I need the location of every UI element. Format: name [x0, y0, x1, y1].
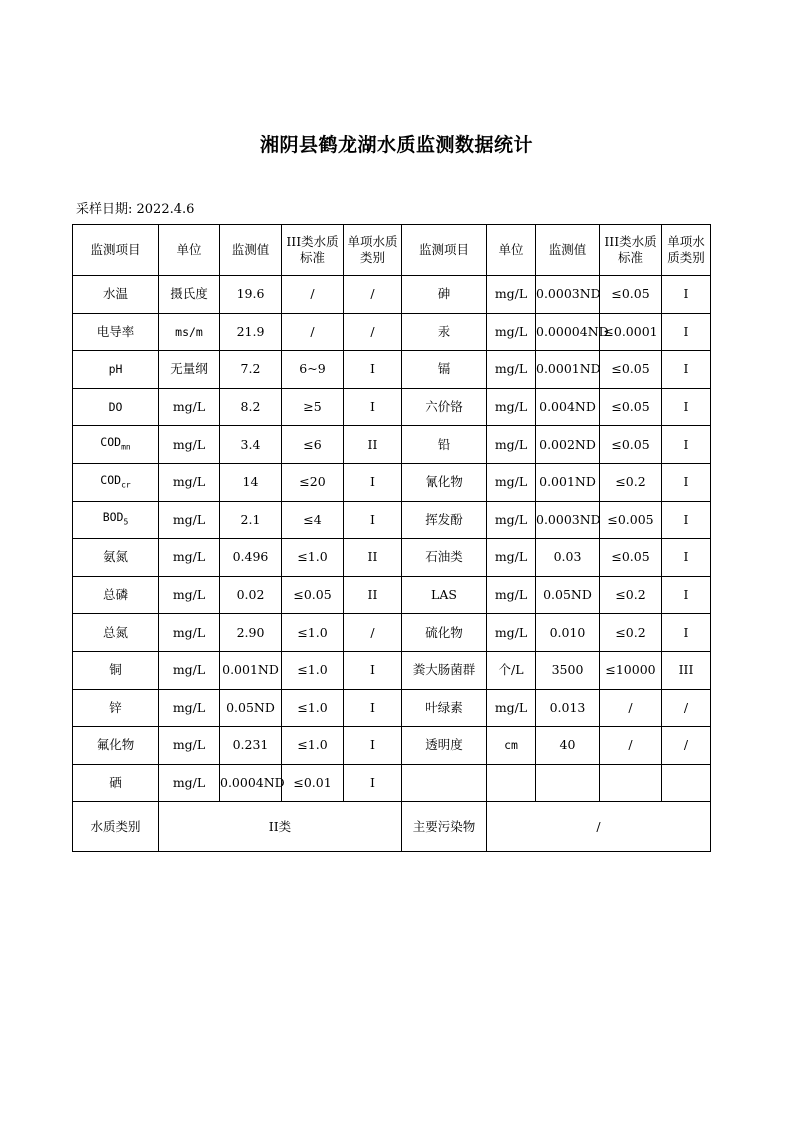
- table-row: [73, 576, 711, 614]
- left-item: [73, 463, 159, 501]
- left-item: [73, 764, 159, 802]
- table-row: [73, 539, 711, 577]
- right-standard: /: [600, 727, 662, 765]
- left-unit: mg/L: [159, 689, 220, 727]
- left-value: 0.496: [220, 539, 282, 577]
- item-name: COD: [100, 472, 122, 487]
- left-standard: 6~9: [282, 351, 344, 389]
- right-unit: mg/L: [487, 689, 536, 727]
- right-standard: ≤0.05: [600, 426, 662, 464]
- right-standard: /: [600, 689, 662, 727]
- left-standard: ≤1.0: [282, 539, 344, 577]
- left-value: 19.6: [220, 276, 282, 314]
- left-standard: ≤4: [282, 501, 344, 539]
- right-value: 0.004ND: [536, 388, 600, 426]
- right-class: /: [662, 727, 711, 765]
- right-standard: ≤0.05: [600, 539, 662, 577]
- right-standard: ≤0.05: [600, 276, 662, 314]
- right-item: 挥发酚: [402, 501, 487, 539]
- left-value: 0.001ND: [220, 651, 282, 689]
- item-name: BOD: [102, 510, 124, 525]
- left-standard: ≥5: [282, 388, 344, 426]
- table-row: [73, 689, 711, 727]
- right-unit: mg/L: [487, 463, 536, 501]
- item-name: 总磷: [102, 587, 128, 603]
- left-class: /: [344, 614, 402, 652]
- right-unit: mg/L: [487, 501, 536, 539]
- right-unit: mg/L: [487, 576, 536, 614]
- left-value: 3.4: [220, 426, 282, 464]
- right-value: 0.0001ND: [536, 351, 600, 389]
- right-value: 0.0003ND: [536, 276, 600, 314]
- right-value: 0.001ND: [536, 463, 600, 501]
- right-item: 六价铬: [402, 388, 487, 426]
- right-value: 0.00004ND: [536, 313, 600, 351]
- right-standard: ≤0.2: [600, 576, 662, 614]
- left-item: [73, 388, 159, 426]
- left-unit: mg/L: [159, 539, 220, 577]
- left-class: II: [344, 576, 402, 614]
- left-item: [73, 651, 159, 689]
- left-class: I: [344, 501, 402, 539]
- left-item: [73, 576, 159, 614]
- item-name: 硒: [109, 775, 122, 791]
- right-item: 石油类: [402, 539, 487, 577]
- left-standard: ≤1.0: [282, 727, 344, 765]
- page-title: 湘阴县鹤龙湖水质监测数据统计: [259, 134, 533, 156]
- right-class: /: [662, 689, 711, 727]
- right-unit: [487, 764, 536, 802]
- table-row: [73, 651, 711, 689]
- left-standard: ≤0.05: [282, 576, 344, 614]
- left-value: 0.02: [220, 576, 282, 614]
- right-class: I: [662, 576, 711, 614]
- right-class: I: [662, 614, 711, 652]
- right-value: 0.002ND: [536, 426, 600, 464]
- right-unit: cm: [487, 727, 536, 765]
- right-value: 40: [536, 727, 600, 765]
- right-class: III: [662, 651, 711, 689]
- left-unit: mg/L: [159, 501, 220, 539]
- summary-row: [73, 802, 711, 852]
- right-value: 0.013: [536, 689, 600, 727]
- water-quality-table: [72, 224, 711, 852]
- right-standard: ≤0.2: [600, 463, 662, 501]
- header-value: 监测值: [220, 225, 282, 276]
- right-item: 硫化物: [402, 614, 487, 652]
- header-class: 单项水质类别: [662, 225, 711, 276]
- right-value: 0.05ND: [536, 576, 600, 614]
- item-name: 电导率: [96, 323, 135, 339]
- right-unit: mg/L: [487, 539, 536, 577]
- left-unit: mg/L: [159, 426, 220, 464]
- item-name: 锌: [109, 699, 122, 715]
- header-item: 监测项目: [402, 225, 487, 276]
- left-item: [73, 689, 159, 727]
- right-standard: ≤0.0001: [600, 313, 662, 351]
- left-class: I: [344, 388, 402, 426]
- right-value: 3500: [536, 651, 600, 689]
- left-class: I: [344, 463, 402, 501]
- right-unit: mg/L: [487, 426, 536, 464]
- item-name: DO: [108, 400, 123, 415]
- item-name: 水温: [102, 286, 128, 302]
- left-class: I: [344, 351, 402, 389]
- left-standard: ≤1.0: [282, 614, 344, 652]
- right-standard: ≤0.005: [600, 501, 662, 539]
- header-standard: III类水质标准: [600, 225, 662, 276]
- table-row: [73, 351, 711, 389]
- left-unit: mg/L: [159, 727, 220, 765]
- table-row: [73, 426, 711, 464]
- right-standard: ≤0.05: [600, 388, 662, 426]
- left-standard: /: [282, 276, 344, 314]
- left-standard: ≤1.0: [282, 689, 344, 727]
- table-row: [73, 276, 711, 314]
- item-name: pH: [108, 362, 123, 377]
- left-item: [73, 276, 159, 314]
- left-value: 2.90: [220, 614, 282, 652]
- item-name: 氟化物: [96, 737, 135, 753]
- table-header-row: [73, 225, 711, 276]
- left-item: [73, 614, 159, 652]
- left-class: II: [344, 426, 402, 464]
- left-value: 7.2: [220, 351, 282, 389]
- left-value: 14: [220, 463, 282, 501]
- header-class: 单项水质类别: [344, 225, 402, 276]
- right-item: 透明度: [402, 727, 487, 765]
- left-class: I: [344, 727, 402, 765]
- right-unit: mg/L: [487, 313, 536, 351]
- left-class: I: [344, 764, 402, 802]
- item-subscript: mn: [121, 442, 131, 452]
- left-unit: mg/L: [159, 614, 220, 652]
- left-unit: mg/L: [159, 651, 220, 689]
- header-value: 监测值: [536, 225, 600, 276]
- right-class: I: [662, 351, 711, 389]
- right-item: 汞: [402, 313, 487, 351]
- right-unit: mg/L: [487, 614, 536, 652]
- item-name: 总氮: [102, 624, 128, 640]
- left-standard: ≤0.01: [282, 764, 344, 802]
- right-standard: ≤0.2: [600, 614, 662, 652]
- right-class: [662, 764, 711, 802]
- right-unit: mg/L: [487, 276, 536, 314]
- header-unit: 单位: [159, 225, 220, 276]
- right-item: LAS: [402, 576, 487, 614]
- left-class: II: [344, 539, 402, 577]
- right-item: 铅: [402, 426, 487, 464]
- left-item: [73, 501, 159, 539]
- left-value: 8.2: [220, 388, 282, 426]
- left-standard: ≤20: [282, 463, 344, 501]
- right-class: I: [662, 463, 711, 501]
- left-unit: mg/L: [159, 576, 220, 614]
- quality-class-label: 水质类别: [73, 802, 159, 852]
- right-item: 粪大肠菌群: [402, 651, 487, 689]
- sample-date: 采样日期: 2022.4.6: [76, 202, 195, 217]
- left-item: [73, 351, 159, 389]
- table-row: [73, 463, 711, 501]
- table-row: [73, 313, 711, 351]
- right-item: [402, 764, 487, 802]
- quality-class-value: II类: [159, 802, 402, 852]
- right-class: I: [662, 388, 711, 426]
- left-unit: 无量纲: [159, 351, 220, 389]
- right-unit: mg/L: [487, 388, 536, 426]
- left-item: [73, 426, 159, 464]
- right-item: 氰化物: [402, 463, 487, 501]
- right-unit: mg/L: [487, 351, 536, 389]
- item-name: COD: [100, 435, 122, 450]
- left-standard: ≤6: [282, 426, 344, 464]
- item-subscript: 5: [123, 517, 129, 527]
- table-row: [73, 614, 711, 652]
- left-value: 0.231: [220, 727, 282, 765]
- right-class: I: [662, 426, 711, 464]
- right-standard: ≤10000: [600, 651, 662, 689]
- header-standard: III类水质标准: [282, 225, 344, 276]
- left-unit: mg/L: [159, 764, 220, 802]
- left-class: /: [344, 276, 402, 314]
- left-item: [73, 539, 159, 577]
- main-pollutant-label: 主要污染物: [402, 802, 487, 852]
- main-pollutant-value: /: [487, 802, 711, 852]
- left-class: I: [344, 689, 402, 727]
- left-unit: 摄氏度: [159, 276, 220, 314]
- left-standard: ≤1.0: [282, 651, 344, 689]
- left-value: 0.05ND: [220, 689, 282, 727]
- left-class: /: [344, 313, 402, 351]
- right-standard: ≤0.05: [600, 351, 662, 389]
- table-row: [73, 501, 711, 539]
- item-name: 氨氮: [102, 549, 128, 565]
- right-value: 0.010: [536, 614, 600, 652]
- item-name: 铜: [109, 662, 122, 678]
- right-value: 0.0003ND: [536, 501, 600, 539]
- right-item: 叶绿素: [402, 689, 487, 727]
- right-class: I: [662, 539, 711, 577]
- left-value: 21.9: [220, 313, 282, 351]
- right-standard: [600, 764, 662, 802]
- left-value: 2.1: [220, 501, 282, 539]
- left-class: I: [344, 651, 402, 689]
- right-item: 镉: [402, 351, 487, 389]
- right-unit: 个/L: [487, 651, 536, 689]
- left-unit: mg/L: [159, 463, 220, 501]
- left-standard: /: [282, 313, 344, 351]
- left-unit: mg/L: [159, 388, 220, 426]
- left-unit: ms/m: [159, 313, 220, 351]
- right-value: [536, 764, 600, 802]
- header-unit: 单位: [487, 225, 536, 276]
- left-item: [73, 727, 159, 765]
- table-row: [73, 388, 711, 426]
- left-value: 0.0004ND: [220, 764, 282, 802]
- left-item: [73, 313, 159, 351]
- header-item: 监测项目: [73, 225, 159, 276]
- item-subscript: cr: [121, 479, 131, 489]
- right-value: 0.03: [536, 539, 600, 577]
- right-class: I: [662, 276, 711, 314]
- right-class: I: [662, 501, 711, 539]
- right-class: I: [662, 313, 711, 351]
- right-item: 砷: [402, 276, 487, 314]
- table-row: [73, 764, 711, 802]
- table-row: [73, 727, 711, 765]
